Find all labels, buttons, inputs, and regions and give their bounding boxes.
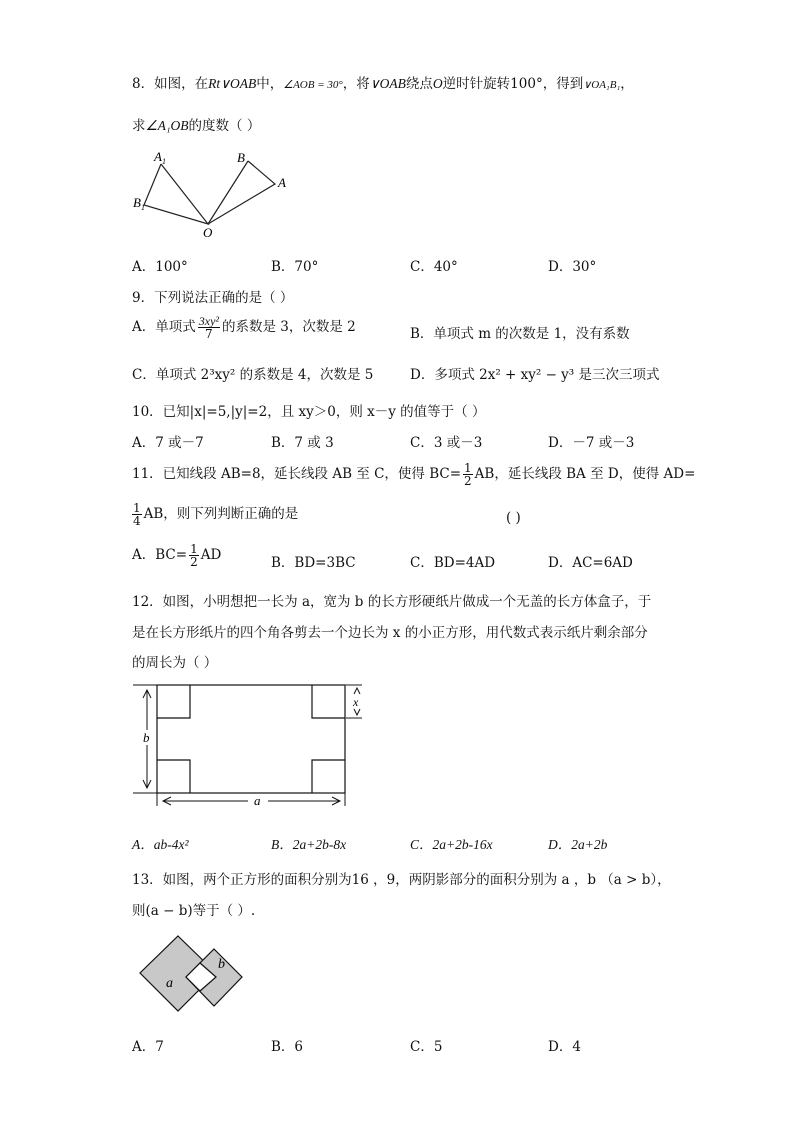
q8-stem-line2 [132, 114, 260, 134]
svg-text:B1: $B_1$ [133, 195, 145, 212]
q13-stem-line1: 13．如图，两个正方形的面积分别为16 ，9，两阴影部分的面积分别为 a ，b （a > b）， [132, 872, 671, 888]
q11-opta-den: 2 [190, 555, 198, 569]
q11-fraction1 [463, 462, 473, 487]
q8-triangle2: ∨OA₁B₁ [583, 79, 621, 91]
svg-text:B: B [237, 150, 245, 165]
q13-option-d[interactable]: D．4 [548, 1039, 581, 1055]
q8-triangle: Rt∨OAB [208, 76, 257, 91]
q11-option-b[interactable]: B．BD=3BC [271, 555, 356, 571]
q12-option-b[interactable]: B．2a+2b-8x [271, 837, 347, 852]
q8-text: ，将 [342, 76, 370, 92]
q8-option-a[interactable]: A．100° [132, 259, 188, 275]
q8-option-d[interactable]: D．30° [548, 259, 597, 275]
q10-option-a[interactable]: A．7 或－7 [132, 435, 204, 451]
label-b: b [218, 957, 225, 972]
q11-fraction2 [132, 502, 142, 527]
svg-text:A1: $A_1$ [154, 149, 166, 166]
svg-text:O: O [203, 225, 213, 240]
q11-option-a-fraction [189, 543, 199, 568]
q12-stem-line1: 12．如图，小明想把一长为 a，宽为 b 的长方形硬纸片做成一个无盖的长方体盒子，于 [132, 594, 652, 610]
q8-stem-line1 [132, 72, 634, 92]
q11-option-a[interactable] [132, 543, 221, 568]
q9-fraction [198, 315, 220, 340]
label-a: a [166, 976, 173, 991]
q11-stem-line2 [132, 502, 298, 527]
q9-option-a[interactable] [132, 315, 356, 340]
q8-text: 绕点 [405, 76, 433, 92]
q11-option-c[interactable]: C．BD=4AD [410, 555, 496, 571]
q8-option-c[interactable]: C．40° [410, 259, 458, 275]
svg-text:A: A [278, 175, 286, 190]
q8-text: ， [620, 76, 634, 92]
q9-option-c[interactable]: C．单项式 2³xy² 的系数是 4，次数是 5 [132, 367, 374, 383]
q12-option-a[interactable]: A．ab-4x² [132, 837, 189, 852]
q9-option-d[interactable]: D．多项式 2x² + xy² − y³ 是三次三项式 [410, 367, 660, 383]
q9-stem: 9．下列说法正确的是（ ） [132, 290, 294, 306]
q11-text: 11．已知线段 AB=8，延长线段 AB 至 C，使得 BC= [132, 466, 462, 482]
q11-frac1-num: 1 [464, 461, 472, 475]
label-a: a [254, 793, 261, 808]
q11-frac2-den: 4 [133, 514, 141, 528]
q12-stem-line2: 是在长方形纸片的四个角各剪去一个边长为 x 的小正方形，用代数式表示纸片剩余部分 [132, 625, 648, 641]
label-b: b [143, 730, 150, 745]
q11-frac1-den: 2 [464, 474, 472, 488]
q9-fraction-den: 7 [205, 327, 213, 341]
q11-text: AB，则下列判断正确的是 [143, 506, 299, 522]
q8-text: 8．如图，在 [132, 76, 209, 92]
q8-rotation: 100° [510, 76, 543, 92]
q11-opta-num: 1 [190, 542, 198, 556]
q9-option-a-text: 的系数是 3，次数是 2 [222, 319, 356, 335]
q10-option-c[interactable]: C．3 或－3 [410, 435, 483, 451]
q13-option-b[interactable]: B．6 [271, 1039, 304, 1055]
q13-squares-figure [138, 932, 248, 1022]
q8-text: 中， [256, 76, 284, 92]
q11-answer-paren: ( ) [506, 510, 521, 526]
q13-stem-line2: 则(a − b)等于（ ）. [132, 903, 256, 919]
q13-option-c[interactable]: C．5 [410, 1039, 443, 1055]
q11-stem-line1 [132, 462, 695, 487]
q12-option-d[interactable]: D．2a+2b [548, 837, 608, 852]
q10-option-d[interactable]: D．－7 或－3 [548, 435, 635, 451]
q9-option-a-text: A．单项式 [132, 319, 196, 335]
q8-text: 求 [132, 118, 146, 134]
q11-option-a-text: A．BC= [132, 547, 188, 563]
q10-option-b[interactable]: B．7 或 3 [271, 435, 334, 451]
q12-stem-line3: 的周长为（ ） [132, 655, 218, 671]
q11-option-d[interactable]: D．AC=6AD [548, 555, 633, 571]
q8-point: O [432, 76, 443, 91]
q8-option-b[interactable]: B．70° [271, 259, 319, 275]
q12-paper-figure [130, 678, 370, 813]
q9-fraction-num: 3xy² [198, 314, 219, 328]
q9-option-b[interactable]: B．单项式 m 的次数是 1，没有系数 [410, 326, 630, 342]
q10-stem: 10．已知|x|=5,|y|=2，且 xy＞0，则 x－y 的值等于（ ） [132, 404, 486, 420]
q8-text: ，得到 [542, 76, 584, 92]
q11-text: AB，延长线段 BA 至 D，使得 AD= [474, 466, 696, 482]
q11-frac2-num: 1 [133, 501, 141, 515]
q8-text: 逆时针旋转 [442, 76, 511, 92]
q8-rotation-figure [130, 145, 300, 240]
q13-option-a[interactable]: A．7 [132, 1039, 164, 1055]
q12-option-c[interactable]: C．2a+2b-16x [410, 837, 493, 852]
q8-angle2: ∠A₁OB [145, 118, 189, 133]
label-x: x [353, 695, 359, 709]
q8-triangle: ∨OAB [369, 76, 406, 91]
q8-angle: ∠AOB = 30° [283, 79, 343, 91]
q11-option-a-text: AD [200, 547, 222, 563]
q8-text: 的度数（ ） [188, 118, 261, 134]
